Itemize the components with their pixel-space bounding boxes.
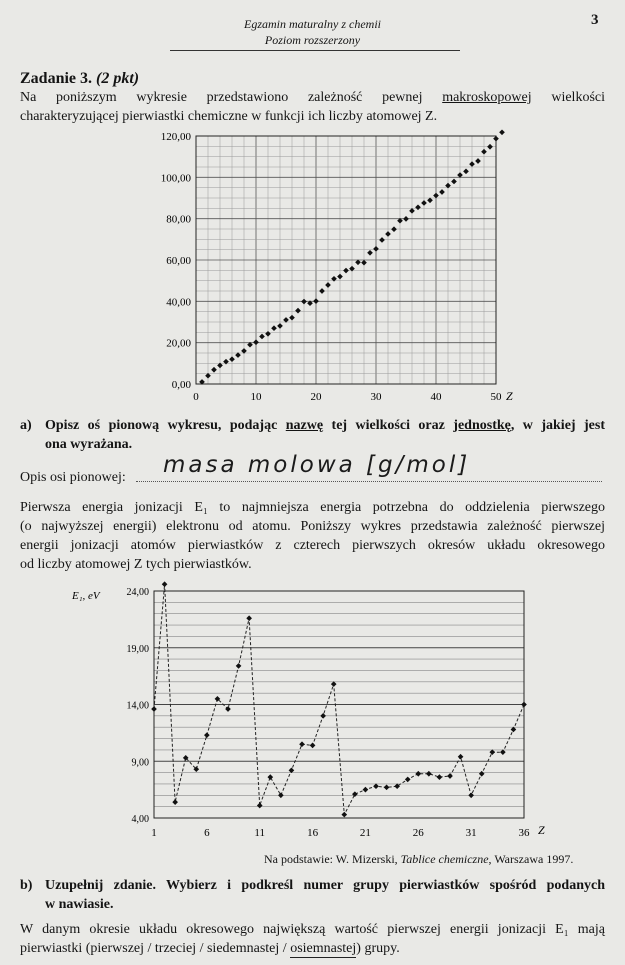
- chart2-x-tick-label: 26: [412, 827, 424, 839]
- chart2-data-point: [172, 799, 178, 805]
- chart2-data-point: [479, 771, 485, 777]
- chart2-x-tick-label: 31: [465, 827, 477, 839]
- chart1-x-tick-label: 10: [250, 391, 262, 403]
- task-intro-line2: charakteryzującej pierwiastki chemiczne w funkcji ich liczby atomowej Z.: [20, 109, 438, 124]
- chart1-data-point: [259, 334, 265, 340]
- chart1-data-point: [421, 200, 427, 206]
- chart2-data-point: [246, 615, 252, 621]
- part-a-question-line1: Opisz oś pionową wykresu, podając nazwę tej wielkości oraz jednostkę, w jakiej jest: [45, 418, 606, 433]
- chart2-y-tick-label: 24,00: [126, 587, 149, 598]
- chart1-data-point: [265, 331, 271, 337]
- chart1-data-point: [343, 268, 349, 274]
- chart1-x-tick-label: 30: [370, 391, 382, 403]
- chart1-data-point: [415, 204, 421, 210]
- selected-answer-osiemnastej[interactable]: osiemnastej: [290, 941, 357, 956]
- chart1-data-point: [253, 339, 259, 345]
- chart2-x-tick-label: 6: [204, 827, 210, 839]
- chart1-data-point: [229, 356, 235, 362]
- chart1-x-tick-label: 20: [310, 391, 322, 403]
- chart2-x-ticks: [151, 827, 530, 839]
- chart1-data-point: [499, 129, 505, 135]
- chart1-data-point: [367, 250, 373, 256]
- part-b-label: b): [20, 878, 33, 893]
- handwritten-answer: masa molowa [g/mol]: [163, 452, 471, 478]
- chart1-y-tick-label: 20,00: [166, 337, 191, 350]
- part-b-question-line1: Uzupełnij zdanie. Wybierz i podkreśl numer grupy pierwiastków spośród podanych: [45, 878, 605, 893]
- chart1-data-point: [409, 208, 415, 214]
- chart2-y-tick-label: 19,00: [126, 643, 149, 655]
- ionization-line4: od liczby atomowej Z tych pierwiastków.: [20, 557, 252, 572]
- chart2-data-point: [299, 741, 305, 747]
- chart1-y-ticks: [161, 131, 192, 391]
- page-number: 3: [591, 12, 599, 28]
- chart1-points: [199, 128, 511, 385]
- header-rule: [170, 50, 460, 51]
- chart2-data-point: [162, 581, 168, 587]
- part-b-sentence-line1: W danym okresie układu okresowego największą wartość pierwszej energii jonizacji E₁ mają: [20, 922, 605, 937]
- chart2-data-point: [437, 774, 443, 780]
- chart2-points: [151, 581, 527, 817]
- ionization-line1: Pierwsza energia jonizacji E₁ to najmniejsza energia potrzebna do oddzielenia pierwszego: [20, 500, 605, 515]
- chart1-y-tick-label: 80,00: [166, 213, 191, 226]
- chart2-data-point: [341, 812, 347, 818]
- chart1-grid: [196, 136, 496, 384]
- chart1-y-tick-label: 40,00: [166, 296, 191, 309]
- chart2-data-point: [310, 743, 316, 749]
- chart2-y-tick-label: 9,00: [131, 757, 149, 769]
- chart1-x-ticks: [193, 391, 502, 403]
- chart1-x-tick-label: 0: [193, 391, 199, 403]
- chart1-data-point: [313, 298, 319, 304]
- chart1-data-point: [325, 282, 331, 288]
- chart2-line: [154, 584, 524, 814]
- chart1-data-point: [379, 237, 385, 243]
- chart2-y-tick-label: 4,00: [131, 814, 149, 825]
- chart1-y-tick-label: 100,00: [160, 172, 191, 185]
- chart2-data-point: [236, 663, 242, 669]
- part-b-sentence-line2: pierwiastki (pierwszej / trzeciej / siedemnastej / osiemnastej) grupy.: [20, 941, 400, 956]
- chart2-data-point: [458, 754, 464, 760]
- chart2-data-point: [204, 732, 210, 738]
- chart1-data-point: [427, 197, 433, 203]
- chart1-data-point: [337, 274, 343, 280]
- chart2-series-line: [154, 584, 524, 814]
- chart1-data-point: [403, 216, 409, 222]
- chart2-data-point: [447, 773, 453, 779]
- chart1-x-tick-label: 40: [430, 391, 442, 403]
- answer-line: [136, 481, 602, 482]
- ionization-energy-chart: [68, 578, 558, 840]
- chart2-data-point: [521, 702, 527, 708]
- part-a-question-line2: ona wyrażana.: [45, 437, 133, 452]
- chart1-data-point: [349, 266, 355, 272]
- chart1-data-point: [271, 325, 277, 331]
- chart1-data-point: [319, 288, 325, 294]
- chart1-x-label: Z: [506, 389, 513, 403]
- chart2-data-point: [415, 771, 421, 777]
- chart1-data-point: [463, 169, 469, 175]
- chart1-data-point: [289, 315, 295, 321]
- chart2-data-point: [352, 791, 358, 797]
- part-a-label: a): [20, 418, 32, 433]
- chart1-data-point: [469, 161, 475, 167]
- chart2-data-point: [151, 706, 157, 712]
- chart1-data-point: [301, 299, 307, 305]
- answer-label: Opis osi pionowej:: [20, 470, 126, 485]
- chart2-data-point: [468, 792, 474, 798]
- chart1-data-point: [487, 144, 493, 150]
- task-intro-line1: Na poniższym wykresie przedstawiono zależność pewnej makroskopowej wielkości: [20, 90, 605, 105]
- chart1-data-point: [211, 367, 217, 373]
- chart1-data-point: [451, 179, 457, 185]
- chart1-data-point: [475, 158, 481, 164]
- chart1-data-point: [277, 323, 283, 329]
- chart1-y-tick-label: 120,00: [160, 131, 191, 143]
- chart2-data-point: [267, 774, 273, 780]
- chart2-x-tick-label: 36: [518, 827, 530, 839]
- chart1-y-tick-label: 0,00: [171, 379, 191, 391]
- chart1-data-point: [361, 260, 367, 266]
- chart2-y-label: E₁, eV: [72, 590, 100, 602]
- chart1-data-point: [433, 193, 439, 199]
- ionization-line3: energii jonizacji atomów pierwiastków z czterech pierwszych okresów układu okresowego: [20, 538, 605, 553]
- exam-level: Poziom rozszerzony: [264, 33, 361, 47]
- chart1-data-point: [295, 308, 301, 314]
- chart2-x-tick-label: 16: [307, 827, 319, 839]
- chart2-y-tick-label: 14,00: [126, 700, 149, 712]
- chart2-data-point: [278, 792, 284, 798]
- chart2-x-tick-label: 21: [359, 827, 371, 839]
- chart2-data-point: [257, 803, 263, 809]
- part-b-question-line2: w nawiasie.: [45, 897, 114, 912]
- chart2-x-tick-label: 11: [254, 827, 266, 839]
- molar-mass-chart: [150, 128, 520, 414]
- chart2-data-point: [405, 777, 411, 783]
- chart2-data-point: [426, 771, 432, 777]
- source-citation: Na podstawie: W. Mizerski, Tablice chemiczne, Warszawa 1997.: [264, 852, 574, 866]
- exam-title: Egzamin maturalny z chemii: [244, 17, 381, 31]
- chart1-data-point: [373, 246, 379, 252]
- chart1-data-point: [223, 359, 229, 365]
- chart2-x-tick-label: 1: [151, 827, 157, 839]
- chart1-data-point: [385, 231, 391, 237]
- chart2-y-ticks: [127, 587, 150, 825]
- chart2-x-label: Z: [538, 823, 545, 837]
- chart2-data-point: [225, 706, 231, 712]
- chart2-data-point: [384, 785, 390, 791]
- chart1-x-tick-label: 50: [490, 391, 502, 403]
- task-title: Zadanie 3. (2 pkt): [20, 70, 140, 87]
- chart1-y-tick-label: 60,00: [166, 255, 191, 267]
- chart1-data-point: [391, 226, 397, 232]
- chart2-data-point: [363, 787, 369, 793]
- ionization-line2: (o najwyższej energii) elektronu od atomu. Poniższy wykres przedstawia zależność pierwszej: [20, 519, 605, 534]
- chart2-data-point: [320, 713, 326, 719]
- chart1-data-point: [481, 149, 487, 155]
- chart1-data-point: [493, 136, 499, 142]
- chart1-data-point: [439, 189, 445, 195]
